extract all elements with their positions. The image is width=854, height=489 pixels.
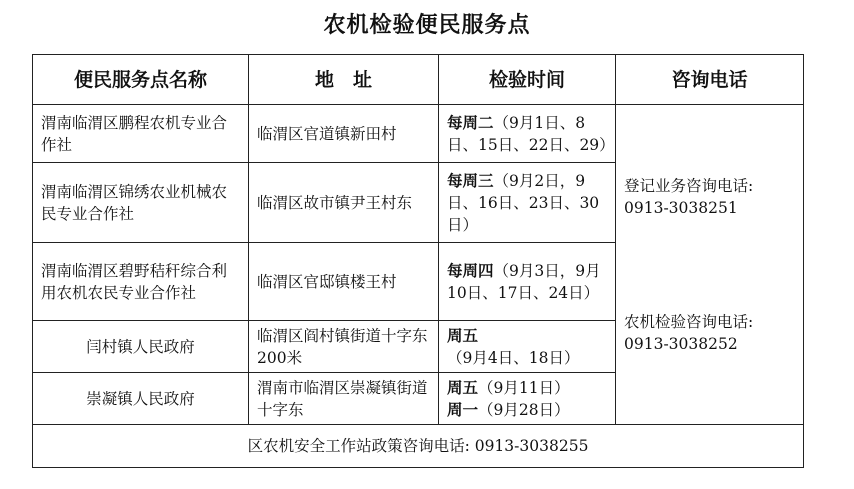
time-line-1: [447, 377, 607, 399]
cell-address: 临渭区官邸镇楼王村: [249, 243, 439, 321]
registration-label: 登记业务咨询电话:: [624, 176, 754, 195]
inspection-phone: [624, 311, 795, 355]
time-line-2: [447, 399, 607, 421]
header-address: 地 址: [249, 55, 439, 105]
time-day: 每周四: [447, 260, 494, 280]
inspection-number: 0913-3038252: [624, 334, 738, 353]
service-points-table: [32, 54, 804, 468]
time-dates: （9月11日）: [478, 378, 570, 397]
time-day: 周五: [447, 325, 479, 345]
time-day: 周五: [447, 377, 479, 397]
cell-time: [439, 163, 616, 243]
time-day: 每周三: [447, 170, 494, 190]
cell-name: 渭南临渭区锦绣农业机械农民专业合作社: [33, 163, 249, 243]
cell-address: 临渭区故市镇尹王村东: [249, 163, 439, 243]
time-dates: （9月2日，9日、16日、23日、30日）: [447, 171, 600, 234]
cell-time: [439, 105, 616, 163]
time-dates: （9月3日，9月10日、17日、24日）: [447, 261, 601, 302]
table-row: [33, 105, 804, 163]
cell-name: 渭南临渭区碧野秸秆综合利用农机农民专业合作社: [33, 243, 249, 321]
footer-policy-phone: 区农机安全工作站政策咨询电话: 0913-3038255: [33, 425, 804, 468]
table-header-row: [33, 55, 804, 105]
time-day: 周一: [447, 399, 479, 419]
time-dates: （9月28日）: [478, 400, 570, 419]
header-name: 便民服务点名称: [33, 55, 249, 105]
cell-name: 渭南临渭区鹏程农机专业合作社: [33, 105, 249, 163]
cell-address: 渭南市临渭区崇凝镇街道十字东: [249, 373, 439, 425]
time-day: 每周二: [447, 112, 494, 132]
cell-time: [439, 373, 616, 425]
header-phone: 咨询电话: [616, 55, 804, 105]
registration-number: 0913-3038251: [624, 198, 738, 217]
cell-time: [439, 321, 616, 373]
header-time: 检验时间: [439, 55, 616, 105]
cell-address: 临渭区阎村镇街道十字东200米: [249, 321, 439, 373]
inspection-label: 农机检验咨询电话:: [624, 312, 754, 331]
page-title: 农机检验便民服务点: [323, 12, 531, 38]
cell-name: 闫村镇人民政府: [33, 321, 249, 373]
cell-name: 崇凝镇人民政府: [33, 373, 249, 425]
registration-phone: [624, 175, 795, 219]
time-dates: （9月1日、8日、15日、22日、29）: [447, 113, 615, 154]
time-dates: （9月4日、18日）: [447, 348, 580, 367]
cell-address: 临渭区官道镇新田村: [249, 105, 439, 163]
cell-phones: [616, 105, 804, 425]
cell-time: [439, 243, 616, 321]
footer-row: [33, 425, 804, 468]
